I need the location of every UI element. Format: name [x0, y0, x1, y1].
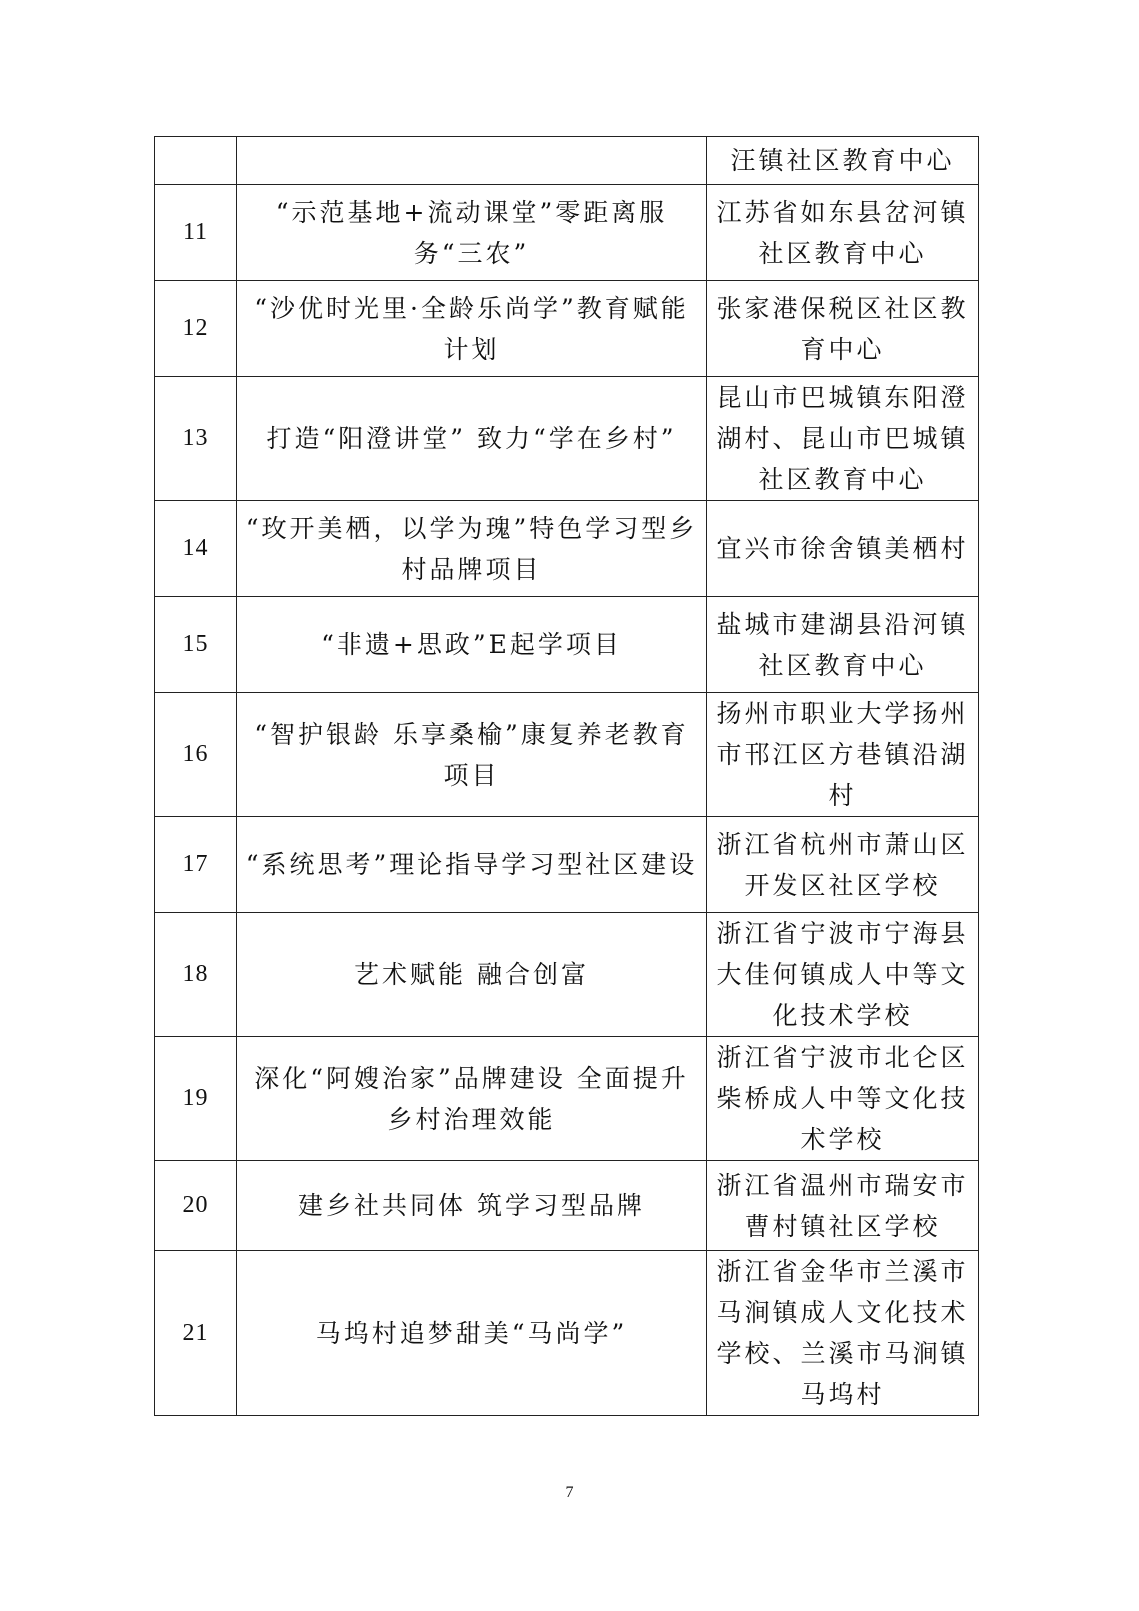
- project-name: 建乡社共同体 筑学习型品牌: [237, 1161, 707, 1251]
- project-name: 深化“阿嫂治家”品牌建设 全面提升乡村治理效能: [237, 1037, 707, 1161]
- implementing-unit: 江苏省如东县岔河镇社区教育中心: [707, 185, 979, 281]
- row-number: 19: [155, 1037, 237, 1161]
- table-row: [155, 501, 979, 597]
- implementing-unit: 浙江省宁波市北仑区柴桥成人中等文化技术学校: [707, 1037, 979, 1161]
- table-row: [155, 185, 979, 281]
- table-row: [155, 281, 979, 377]
- project-name: 艺术赋能 融合创富: [237, 913, 707, 1037]
- row-number: 14: [155, 501, 237, 597]
- project-name: “玫开美栖，以学为瑰”特色学习型乡村品牌项目: [237, 501, 707, 597]
- table-row: [155, 137, 979, 185]
- table-row: [155, 1037, 979, 1161]
- project-name: “系统思考”理论指导学习型社区建设: [237, 817, 707, 913]
- row-number: 16: [155, 693, 237, 817]
- implementing-unit: 宜兴市徐舍镇美栖村: [707, 501, 979, 597]
- implementing-unit: 扬州市职业大学扬州市邗江区方巷镇沿湖村: [707, 693, 979, 817]
- projects-table: [154, 136, 979, 1416]
- implementing-unit: 浙江省宁波市宁海县大佳何镇成人中等文化技术学校: [707, 913, 979, 1037]
- row-number: 20: [155, 1161, 237, 1251]
- project-name: “智护银龄 乐享桑榆”康复养老教育项目: [237, 693, 707, 817]
- implementing-unit: 浙江省杭州市萧山区开发区社区学校: [707, 817, 979, 913]
- row-number: 15: [155, 597, 237, 693]
- project-name: “沙优时光里·全龄乐尚学”教育赋能计划: [237, 281, 707, 377]
- implementing-unit: 浙江省温州市瑞安市曹村镇社区学校: [707, 1161, 979, 1251]
- implementing-unit: 浙江省金华市兰溪市马涧镇成人文化技术学校、兰溪市马涧镇马坞村: [707, 1251, 979, 1416]
- table-row: [155, 1161, 979, 1251]
- row-number: 11: [155, 185, 237, 281]
- row-number: 13: [155, 377, 237, 501]
- row-number: 12: [155, 281, 237, 377]
- implementing-unit: 盐城市建湖县沿河镇社区教育中心: [707, 597, 979, 693]
- project-name: 打造“阳澄讲堂” 致力“学在乡村”: [237, 377, 707, 501]
- page-number: 7: [565, 1484, 574, 1501]
- table-row: [155, 817, 979, 913]
- row-number: 18: [155, 913, 237, 1037]
- project-name: 马坞村追梦甜美“马尚学”: [237, 1251, 707, 1416]
- table-row: [155, 693, 979, 817]
- implementing-unit: 昆山市巴城镇东阳澄湖村、昆山市巴城镇社区教育中心: [707, 377, 979, 501]
- project-name: [237, 137, 707, 185]
- table-row: [155, 377, 979, 501]
- implementing-unit: 张家港保税区社区教育中心: [707, 281, 979, 377]
- table-row: [155, 913, 979, 1037]
- table-row: [155, 597, 979, 693]
- row-number: 21: [155, 1251, 237, 1416]
- row-number: [155, 137, 237, 185]
- project-name: “非遗+思政”E起学项目: [237, 597, 707, 693]
- implementing-unit: 汪镇社区教育中心: [707, 137, 979, 185]
- table-row: [155, 1251, 979, 1416]
- project-name: “示范基地+流动课堂”零距离服务“三农”: [237, 185, 707, 281]
- row-number: 17: [155, 817, 237, 913]
